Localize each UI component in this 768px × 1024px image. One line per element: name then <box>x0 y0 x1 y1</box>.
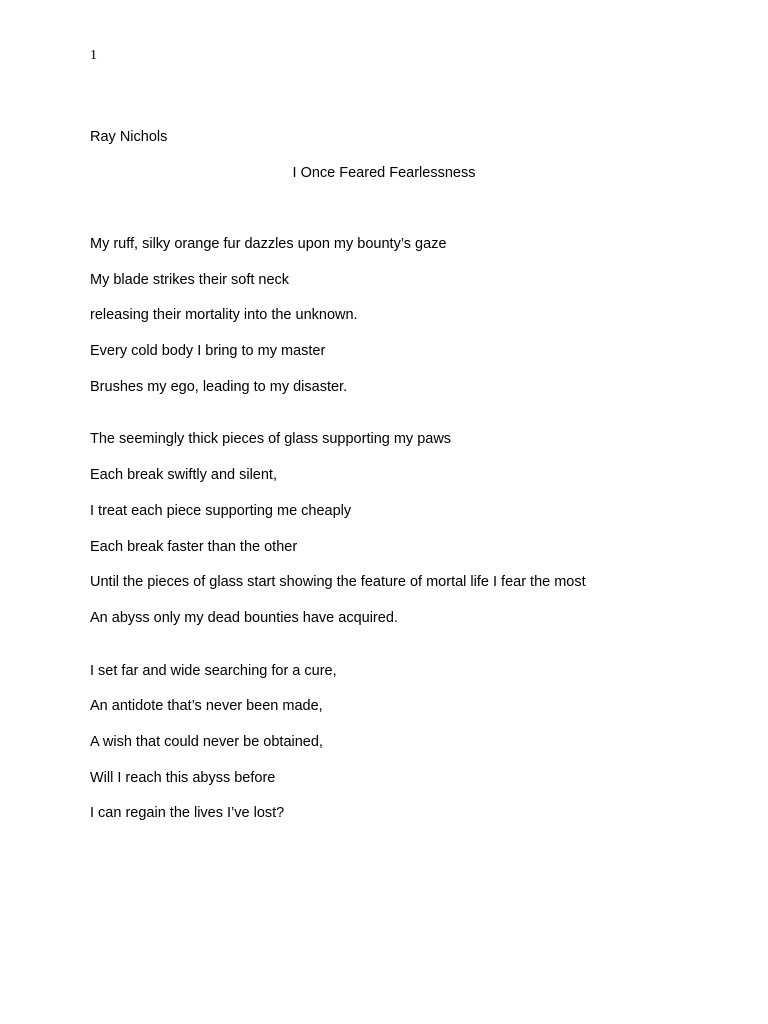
poem-line: My blade strikes their soft neck <box>90 271 290 288</box>
poem-line: I treat each piece supporting me cheaply <box>90 502 352 519</box>
page-number: 1 <box>90 48 97 63</box>
poem-line: A wish that could never be obtained, <box>90 733 323 750</box>
poem-line: The seemingly thick pieces of glass supporting my paws <box>90 431 452 448</box>
poem-line: An abyss only my dead bounties have acquired. <box>90 609 398 626</box>
poem-body <box>90 236 730 858</box>
poem-line: releasing their mortality into the unknown. <box>90 307 358 324</box>
poem-line: Brushes my ego, leading to my disaster. <box>90 378 348 395</box>
poem-line: Every cold body I bring to my master <box>90 343 326 360</box>
stanza-2 <box>90 431 730 626</box>
poem-line: Will I reach this abyss before <box>90 769 276 786</box>
poem-line: An antidote that’s never been made, <box>90 698 323 715</box>
poem-line: Until the pieces of glass start showing the feature of mortal life I fear the most <box>90 574 586 591</box>
author-name: Ray Nichols <box>90 129 168 145</box>
poem-line: Each break swiftly and silent, <box>90 467 277 484</box>
poem-line: My ruff, silky orange fur dazzles upon my bounty’s gaze <box>90 236 447 252</box>
stanza-1 <box>90 236 730 396</box>
poem-line: I can regain the lives I’ve lost? <box>90 805 285 822</box>
poem-title: I Once Feared Fearlessness <box>292 165 476 181</box>
poem-line: Each break faster than the other <box>90 538 298 555</box>
poem-line: I set far and wide searching for a cure, <box>90 662 337 679</box>
stanza-3 <box>90 663 730 823</box>
